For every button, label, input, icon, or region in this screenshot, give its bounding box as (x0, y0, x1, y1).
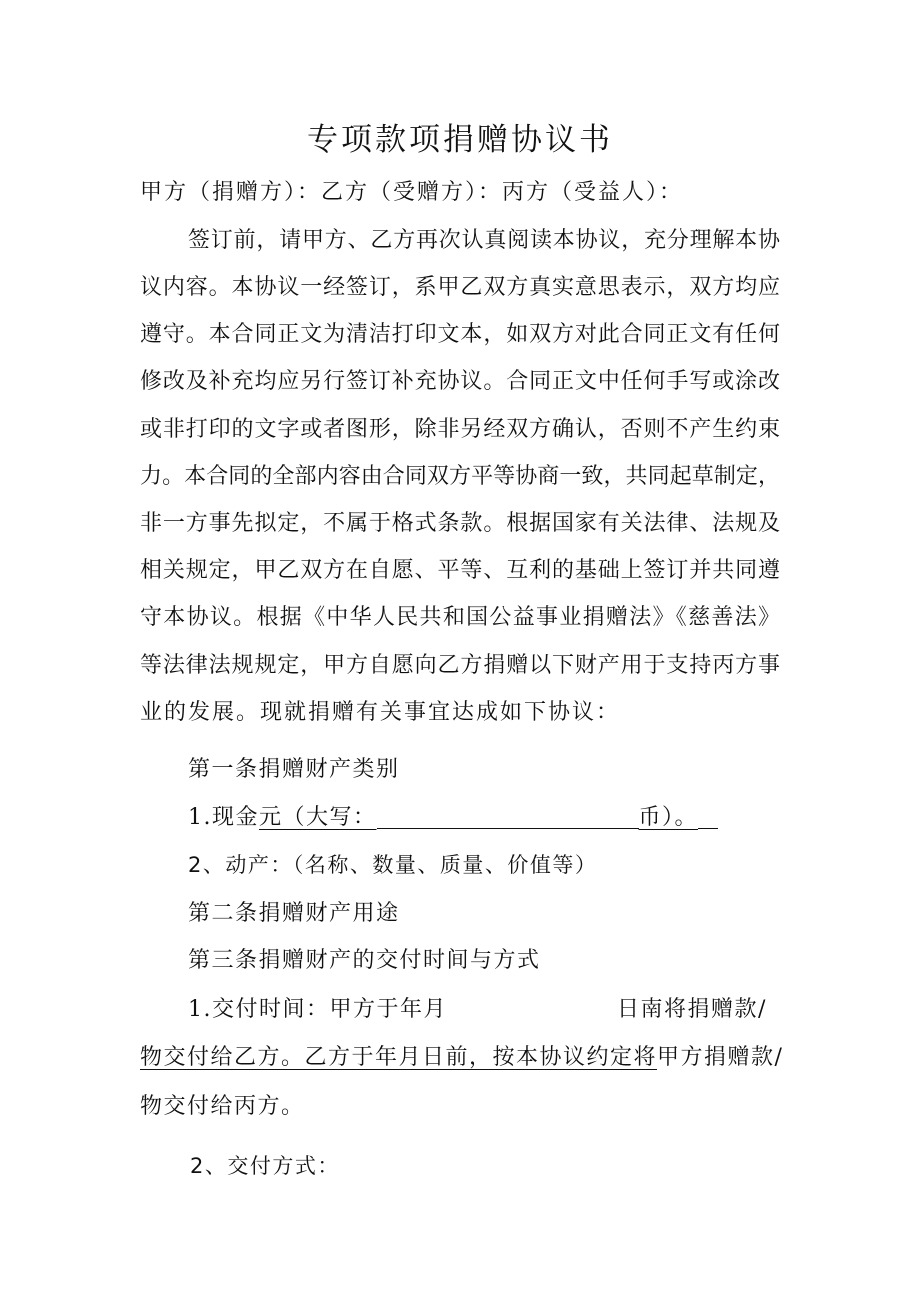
item-cash-suffix: 币）。 (638, 805, 699, 830)
delivery-line-2-rest: 甲方捐赠款/ (657, 1045, 784, 1070)
item-cash-amount-label: 元（大写： (259, 805, 377, 830)
intro-line-6: 力。本合同的全部内容由合同双方平等协商一致，共同起草制定， (140, 464, 780, 489)
delivery-line-2-underlined: 物交付给乙方。乙方于年月日前，按本协议约定将 (140, 1045, 658, 1070)
delivery-line-2 (140, 1043, 783, 1073)
intro-line-1: 签订前，请甲方、乙方再次认真阅读本协议，充分理解本协 (188, 228, 780, 253)
parties-line: 甲方（捐赠方）：乙方（受赠方）：丙方（受益人）： (140, 180, 684, 205)
article-2-heading: 第二条捐赠财产用途 (188, 901, 400, 926)
intro-line-4: 修改及补充均应另行签订补充协议。合同正文中任何手写或涂改 (140, 369, 780, 394)
item-movable-property: 2、动产：（名称、数量、质量、价值等） (188, 853, 598, 877)
delivery-time-line (188, 995, 767, 1025)
document-title: 专项款项捐赠协议书 (307, 122, 613, 158)
amount-blank (377, 806, 639, 829)
intro-line-2: 议内容。本协议一经签订，系甲乙双方真实意思表示，双方均应 (140, 275, 780, 300)
amount-blank-tail (698, 806, 718, 829)
intro-line-3: 遵守。本合同正文为清洁打印文本，如双方对此合同正文有任何 (140, 322, 780, 347)
intro-line-5: 或非打印的文字或者图形，除非另经双方确认，否则不产生约束 (140, 417, 780, 442)
article-1-heading: 第一条捐赠财产类别 (188, 757, 400, 782)
delivery-time-label: 1.交付时间：甲方于年月 (188, 997, 447, 1022)
delivery-line-3: 物交付给丙方。 (140, 1094, 305, 1119)
intro-line-8: 相关规定，甲乙双方在自愿、平等、互利的基础上签订并共同遵 (140, 558, 780, 583)
item-cash-prefix: 1.现金 (188, 805, 259, 830)
intro-line-7: 非一方事先拟定，不属于格式条款。根据国家有关法律、法规及 (140, 511, 780, 536)
delivery-time-end: 日南将捐赠款/ (617, 997, 767, 1022)
intro-line-9: 守本协议。根据《中华人民共和国公益事业捐赠法》《慈善法》 (140, 605, 780, 630)
intro-line-11: 业的发展。现就捐赠有关事宜达成如下协议： (140, 700, 621, 725)
intro-line-10: 等法律法规规定，甲方自愿向乙方捐赠以下财产用于支持丙方事 (140, 653, 780, 678)
item-cash (188, 803, 718, 833)
delivery-method: 2、交付方式： (190, 1154, 340, 1178)
article-3-heading: 第三条捐赠财产的交付时间与方式 (188, 948, 541, 973)
